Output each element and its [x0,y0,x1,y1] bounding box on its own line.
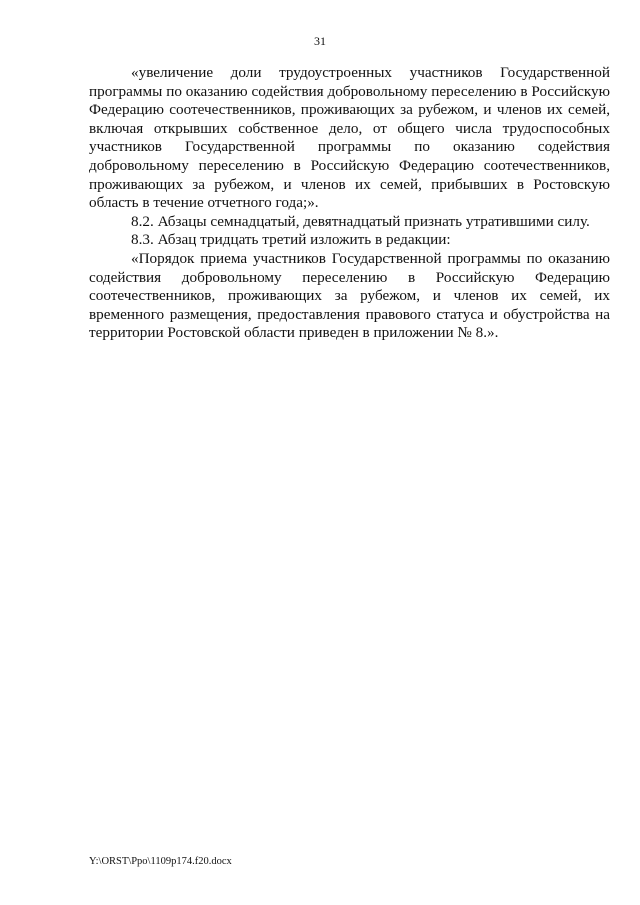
page-number: 31 [314,34,326,48]
paragraph-8-3: 8.3. Абзац тридцать третий изложить в редакции: [131,231,451,249]
document-body [89,64,610,343]
paragraph-admission-procedure: «Порядок приема участников Государственной программы по оказанию содействия добровольному переселению в Российскую Федерацию соотечественников, проживающих за рубежом, и членов их семей, их временного размещения, предоставления правового статуса и обустройства на территории Ростовской области приведен в приложении № 8.». [89,249,610,342]
paragraph-8-2: 8.2. Абзацы семнадцатый, девятнадцатый признать утратившими силу. [131,212,590,230]
file-path-footer: Y:\ORST\Ppo\1109p174.f20.docx [89,856,232,867]
paragraph-indicator-definition: «увеличение доли трудоустроенных участников Государственной программы по оказанию содействия добровольному переселению в Российскую Федерацию соотечественников, проживающих за рубежом, и членов их семей, включая открывших собственное дело, от общего числа трудоспособных участников Государственной программы по оказанию содействия добровольному переселению в Российскую Федерацию соотечественников, проживающих за рубежом, и членов их семей, прибывших в Ростовскую область в течение отчетного года;». [89,64,610,212]
